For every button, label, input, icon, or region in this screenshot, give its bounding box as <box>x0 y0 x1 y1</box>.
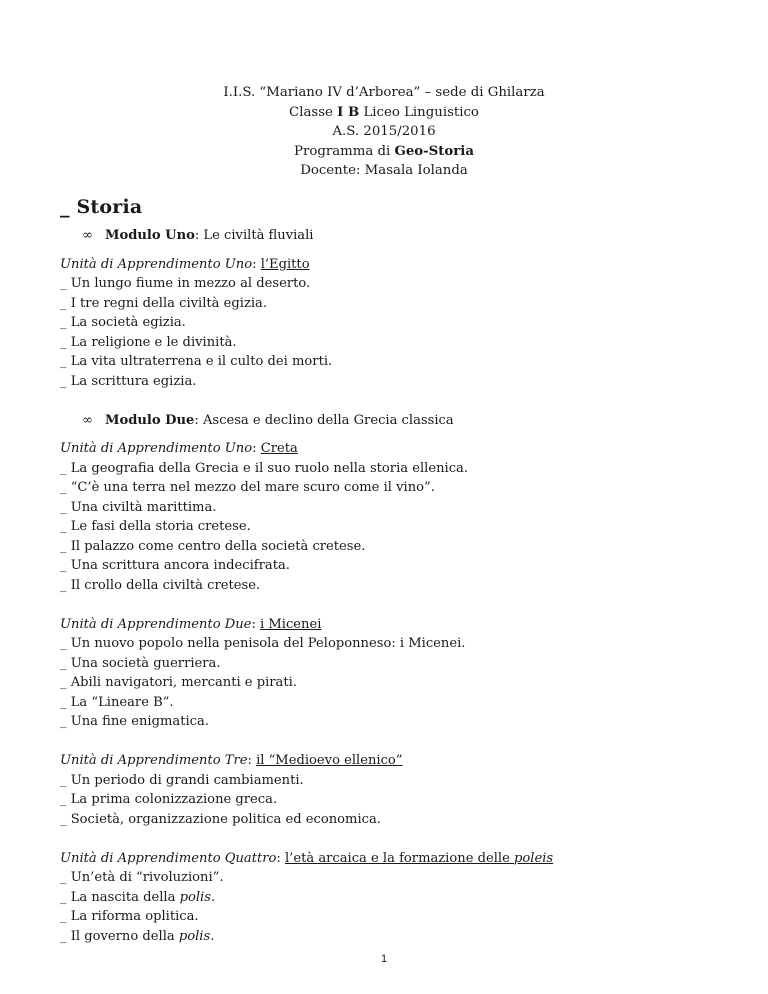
list-item: _ Una fine enigmatica. <box>60 714 209 729</box>
list-item: _ La società egizia. <box>60 315 186 330</box>
school-name: I.I.S. “Mariano IV d’Arborea” – sede di Ghilarza <box>223 85 545 100</box>
teacher-name: Docente: Masala Iolanda <box>300 163 468 178</box>
list-item: _ Una civiltà marittima. <box>60 499 217 515</box>
list-item: _ Un’età di “rivoluzioni”. <box>60 870 224 885</box>
unit-title <box>60 255 720 275</box>
page-number: 1 <box>380 953 388 965</box>
unit-separator: : <box>252 256 261 272</box>
unit-label: Unità di Apprendimento Tre <box>60 753 248 768</box>
module-heading <box>82 411 720 431</box>
document-header <box>0 83 768 181</box>
list-item: _ Una scrittura ancora indecifrata. <box>60 558 290 573</box>
list-item <box>60 927 720 947</box>
list-item: _ La geografia della Grecia e il suo ruolo nella storia ellenica. <box>60 460 469 476</box>
list-item-text: _ La nascita della <box>60 889 180 905</box>
infinity-bullet-icon: ∞ <box>82 412 93 428</box>
unit-topic: i Micenei <box>260 616 322 632</box>
list-item: _ La vita ultraterrena e il culto dei morti. <box>60 354 333 369</box>
list-item: _ La religione e le divinità. <box>60 334 237 350</box>
list-item: _ La prima colonizzazione greca. <box>60 792 278 807</box>
unit-title <box>60 439 720 459</box>
unit-topic <box>285 851 553 866</box>
unit-block <box>60 751 720 829</box>
list-item-suffix: . <box>210 928 215 944</box>
list-item-italic: polis <box>178 928 211 944</box>
list-item: _ Un lungo fiume in mezzo al deserto. <box>60 276 311 291</box>
module-topic: : Ascesa e declino della Grecia classica <box>194 412 454 428</box>
list-item: _ I tre regni della civiltà egizia. <box>60 295 268 311</box>
infinity-bullet-icon: ∞ <box>82 228 93 243</box>
school-year: A.S. 2015/2016 <box>332 124 436 139</box>
list-item: _ Un periodo di grandi cambiamenti. <box>60 772 304 788</box>
list-item: _ “C’è una terra nel mezzo del mare scuro come il vino”. <box>60 480 435 495</box>
module-heading <box>82 226 720 246</box>
list-item: _ Il crollo della civiltà cretese. <box>60 577 261 593</box>
list-item: _ La “Lineare B”. <box>60 694 174 710</box>
class-prefix: Classe <box>289 104 338 120</box>
unit-label: Unità di Apprendimento Due <box>60 616 252 632</box>
list-item: _ Una società guerriera. <box>60 655 221 671</box>
list-item <box>60 888 720 908</box>
list-item: _ Un nuovo popolo nella penisola del Peloponneso: i Micenei. <box>60 636 466 651</box>
unit-topic: l’Egitto <box>260 256 310 272</box>
list-item: _ Le fasi della storia cretese. <box>60 519 251 534</box>
list-item-suffix: . <box>210 889 216 905</box>
class-suffix: Liceo Linguistico <box>359 104 479 120</box>
unit-topic-italic: poleis <box>514 850 554 866</box>
list-item: _ La scrittura egizia. <box>60 373 197 389</box>
unit-topic: Creta <box>260 441 298 456</box>
unit-block <box>60 615 720 732</box>
unit-label: Unità di Apprendimento Quattro <box>60 850 277 866</box>
list-item-text: _ Il governo della <box>60 928 179 944</box>
unit-title <box>60 849 720 869</box>
unit-topic-text: l’età arcaica e la formazione delle <box>284 850 515 866</box>
list-item: _ La riforma oplitica. <box>60 909 199 924</box>
unit-topic: il “Medioevo ellenico” <box>256 753 403 768</box>
list-item-italic: polis <box>179 889 211 905</box>
unit-label: Unità di Apprendimento Uno <box>60 441 253 456</box>
unit-block <box>60 255 720 392</box>
list-item: _ Il palazzo come centro della società cretese. <box>60 538 366 554</box>
unit-separator: : <box>247 753 257 768</box>
module-name: Modulo Uno <box>105 228 195 243</box>
unit-block <box>60 439 720 595</box>
module-topic: : Le civiltà fluviali <box>194 228 314 243</box>
unit-label: Unità di Apprendimento Uno <box>60 256 253 272</box>
program-prefix: Programma di <box>294 143 395 159</box>
unit-title <box>60 615 720 635</box>
unit-title <box>60 751 720 771</box>
unit-block <box>60 849 720 947</box>
program-line <box>0 142 768 162</box>
section-title: _ Storia <box>60 196 143 218</box>
class-code: I B <box>337 104 360 120</box>
list-item: _ Società, organizzazione politica ed economica. <box>60 811 381 827</box>
unit-separator: : <box>276 850 285 866</box>
module-name: Modulo Due <box>105 412 195 428</box>
class-line <box>0 103 768 123</box>
program-subject: Geo-Storia <box>394 143 474 159</box>
unit-separator: : <box>251 616 261 632</box>
list-item: _ Abili navigatori, mercanti e pirati. <box>60 675 297 690</box>
document-body <box>60 226 720 966</box>
unit-separator: : <box>252 441 261 456</box>
